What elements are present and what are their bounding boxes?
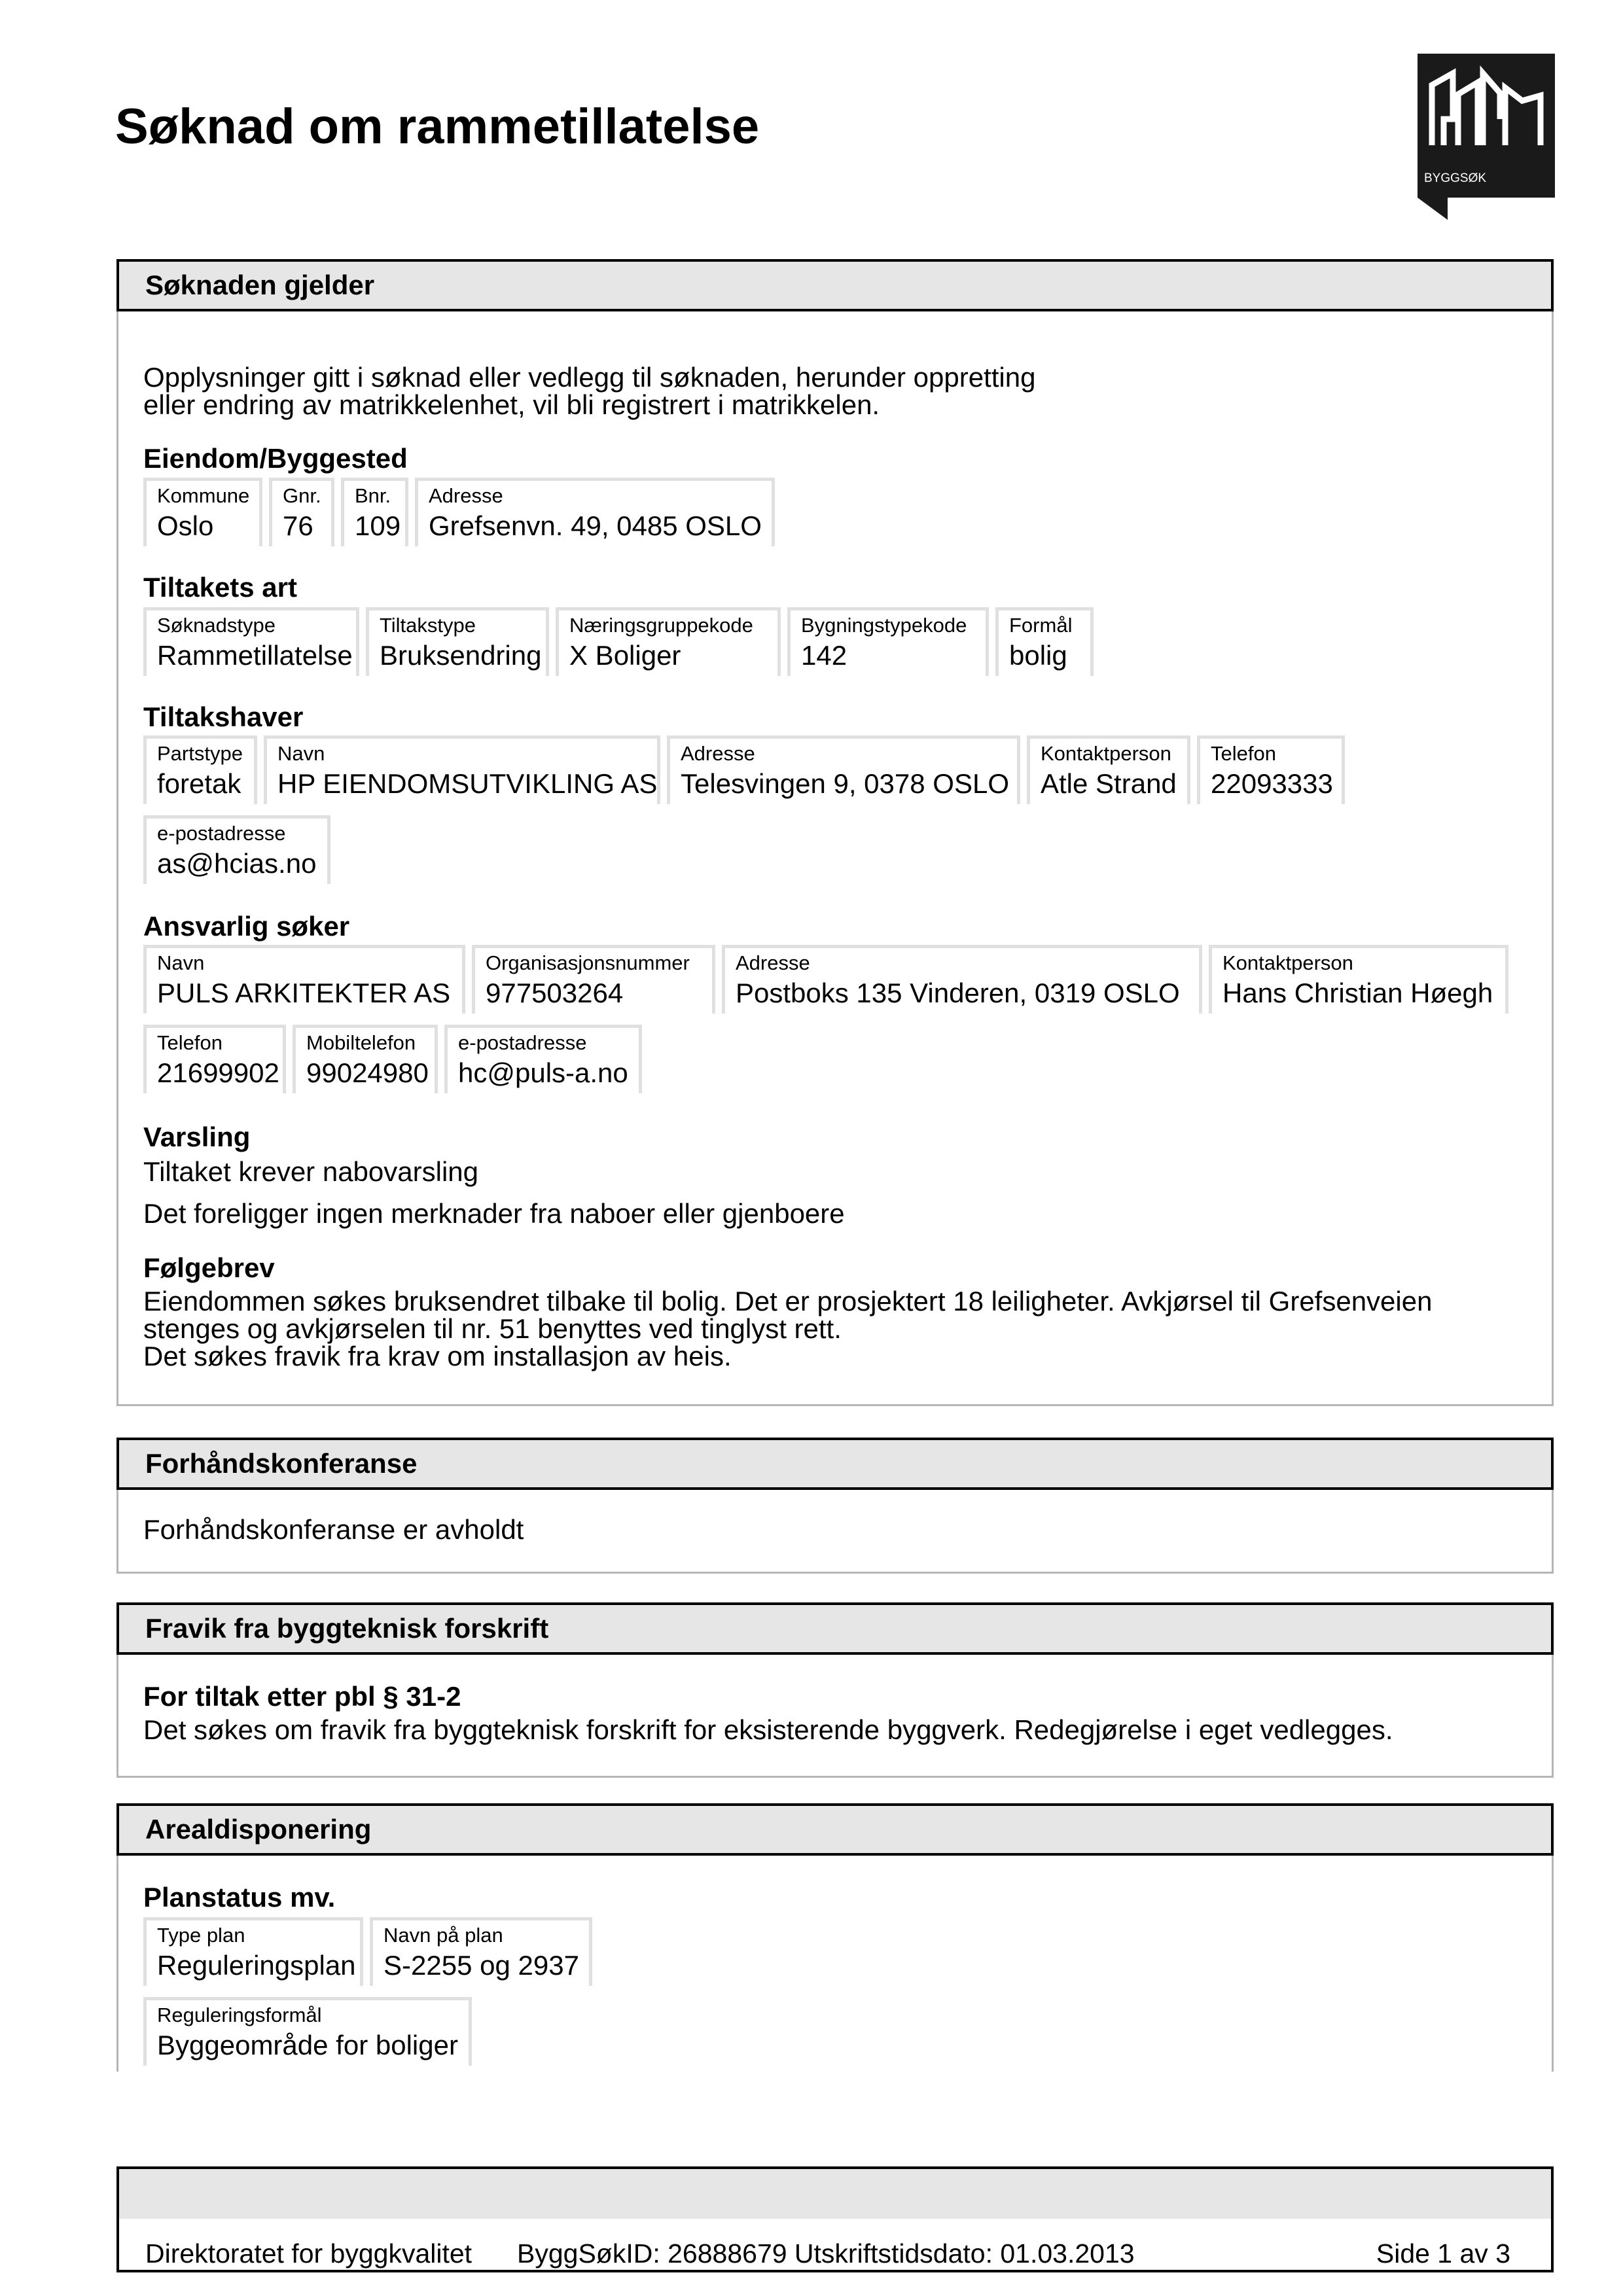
field-value: 22093333: [1211, 768, 1333, 799]
section-header: Søknaden gjelder: [116, 259, 1554, 311]
field-value: as@hcias.no: [157, 848, 317, 879]
section-fravik: [116, 1602, 1554, 1778]
field-value: 76: [283, 510, 313, 541]
section-header: Forhåndskonferanse: [116, 1438, 1554, 1490]
field-epost: [143, 815, 330, 884]
folgebrev-line-1: Eiendommen søkes bruksendret tilbake til bolig. Det er prosjektert 18 leiligheter. Avkjørsel til Grefsenveien: [143, 1286, 1433, 1316]
field-navn-pa-plan: [370, 1917, 592, 1986]
field-label: Navn på plan: [383, 1924, 503, 1947]
field-epost: [444, 1025, 642, 1093]
field-label: Tiltakstype: [380, 614, 476, 637]
field-type-plan: [143, 1917, 363, 1986]
field-label: Kontaktperson: [1041, 742, 1171, 765]
tiltakshaver-fields: [143, 735, 1351, 804]
field-label: e-postadresse: [458, 1031, 587, 1054]
section-soknaden-gjelder: [116, 259, 1554, 1406]
field-bnr: [341, 478, 408, 546]
field-label: Type plan: [157, 1924, 245, 1947]
field-value: hc@puls-a.no: [458, 1057, 628, 1088]
ansvarlig-fields: [143, 945, 1515, 1014]
field-value: 142: [801, 640, 847, 671]
field-tiltakstype: [366, 607, 549, 676]
field-label: Adresse: [429, 484, 503, 507]
field-reguleringsformal: [143, 1997, 472, 2066]
field-gnr: [269, 478, 334, 546]
field-label: Adresse: [736, 951, 810, 974]
tiltakshaver-fields-2: [143, 815, 337, 884]
footer-page: Side 1 av 3: [1376, 2238, 1510, 2269]
field-value: Grefsenvn. 49, 0485 OSLO: [429, 510, 762, 541]
field-naringsgruppekode: [556, 607, 781, 676]
page-footer: [116, 2166, 1554, 2272]
varsling-line-2: Det foreligger ingen merknader fra naboer eller gjenboere: [143, 1198, 845, 1229]
footer-band: [119, 2169, 1551, 2219]
field-label: Formål: [1009, 614, 1073, 637]
field-soknadstype: [143, 607, 359, 676]
intro-line-2: eller endring av matrikkelenhet, vil bli registrert i matrikkelen.: [143, 389, 880, 420]
varsling-heading: Varsling: [143, 1122, 251, 1152]
folgebrev-line-2: stenges og avkjørselen til nr. 51 benyttes ved tinglyst rett.: [143, 1313, 842, 1344]
field-label: Gnr.: [283, 484, 321, 507]
eiendom-fields: [143, 478, 781, 546]
section-arealdisponering: [116, 1803, 1554, 2072]
section-header: Fravik fra byggteknisk forskrift: [116, 1602, 1554, 1655]
tiltakshaver-heading: Tiltakshaver: [143, 701, 304, 732]
tiltak-heading: Tiltakets art: [143, 572, 297, 603]
field-label: Navn: [157, 951, 205, 974]
footer-org: Direktoratet for byggkvalitet: [145, 2238, 473, 2269]
ansvarlig-fields-2: [143, 1025, 649, 1093]
field-value: Postboks 135 Vinderen, 0319 OSLO: [736, 978, 1180, 1008]
field-value: 99024980: [306, 1057, 429, 1088]
field-value: X Boliger: [569, 640, 681, 671]
field-value: foretak: [157, 768, 241, 799]
field-value: S-2255 og 2937: [383, 1950, 579, 1981]
fravik-text: Det søkes om fravik fra byggteknisk forskrift for eksisterende byggverk. Redegjørelse i eget vedlegges.: [143, 1714, 1393, 1745]
planstatus-heading: Planstatus mv.: [143, 1882, 336, 1913]
field-navn: [143, 945, 465, 1014]
field-value: 21699902: [157, 1057, 279, 1088]
field-bygningstypekode: [787, 607, 989, 676]
field-label: Navn: [277, 742, 325, 765]
field-value: 977503264: [486, 978, 624, 1008]
planstatus-fields: [143, 1917, 599, 1986]
field-value: Telesvingen 9, 0378 OSLO: [681, 768, 1009, 799]
field-telefon: [143, 1025, 286, 1093]
field-label: e-postadresse: [157, 822, 286, 845]
field-adresse: [667, 735, 1020, 804]
byggsok-logo-icon: [1418, 54, 1555, 220]
field-partstype: [143, 735, 257, 804]
tiltak-fields: [143, 607, 1100, 676]
field-label: Bygningstypekode: [801, 614, 967, 637]
field-value: Oslo: [157, 510, 214, 541]
field-adresse: [722, 945, 1202, 1014]
field-adresse: [415, 478, 775, 546]
field-label: Partstype: [157, 742, 243, 765]
field-label: Telefon: [1211, 742, 1276, 765]
section-header: Arealdisponering: [116, 1803, 1554, 1856]
field-value: Hans Christian Høegh: [1222, 978, 1493, 1008]
field-formal: [995, 607, 1094, 676]
field-value: 109: [355, 510, 401, 541]
planstatus-fields-2: [143, 1997, 478, 2066]
field-value: HP EIENDOMSUTVIKLING AS: [277, 768, 658, 799]
field-mobiltelefon: [293, 1025, 438, 1093]
ansvarlig-heading: Ansvarlig søker: [143, 911, 350, 942]
field-label: Reguleringsformål: [157, 2004, 322, 2026]
field-label: Organisasjonsnummer: [486, 951, 690, 974]
folgebrev-line-3: Det søkes fravik fra krav om installasjon av heis.: [143, 1341, 732, 1371]
field-label: Adresse: [681, 742, 755, 765]
field-kontaktperson: [1027, 735, 1190, 804]
forhandskonferanse-text: Forhåndskonferanse er avholdt: [143, 1514, 524, 1545]
field-label: Søknadstype: [157, 614, 276, 637]
field-label: Kontaktperson: [1222, 951, 1353, 974]
field-value: Bruksendring: [380, 640, 542, 671]
field-value: Atle Strand: [1041, 768, 1177, 799]
field-value: Rammetillatelse: [157, 640, 353, 671]
intro-line-1: Opplysninger gitt i søknad eller vedlegg til søknaden, herunder oppretting: [143, 362, 1036, 393]
field-value: Reguleringsplan: [157, 1950, 356, 1981]
folgebrev-heading: Følgebrev: [143, 1252, 275, 1283]
field-telefon: [1197, 735, 1345, 804]
logo-text: BYGGSØK: [1424, 171, 1487, 185]
field-value: PULS ARKITEKTER AS: [157, 978, 451, 1008]
footer-id: ByggSøkID: 26888679 Utskriftstidsdato: 01.03.2013: [517, 2238, 1135, 2269]
field-kommune: [143, 478, 262, 546]
eiendom-heading: Eiendom/Byggested: [143, 443, 408, 474]
field-kontaktperson: [1209, 945, 1508, 1014]
section-forhandskonferanse: [116, 1438, 1554, 1574]
page-title: Søknad om rammetillatelse: [115, 99, 760, 154]
fravik-subheading: For tiltak etter pbl § 31-2: [143, 1681, 461, 1712]
field-label: Næringsgruppekode: [569, 614, 753, 637]
varsling-line-1: Tiltaket krever nabovarsling: [143, 1156, 478, 1187]
field-value: bolig: [1009, 640, 1067, 671]
field-label: Telefon: [157, 1031, 223, 1054]
field-label: Mobiltelefon: [306, 1031, 416, 1054]
field-label: Bnr.: [355, 484, 391, 507]
field-organisasjonsnummer: [472, 945, 715, 1014]
field-label: Kommune: [157, 484, 250, 507]
field-value: Byggeområde for boliger: [157, 2030, 458, 2060]
field-navn: [264, 735, 660, 804]
